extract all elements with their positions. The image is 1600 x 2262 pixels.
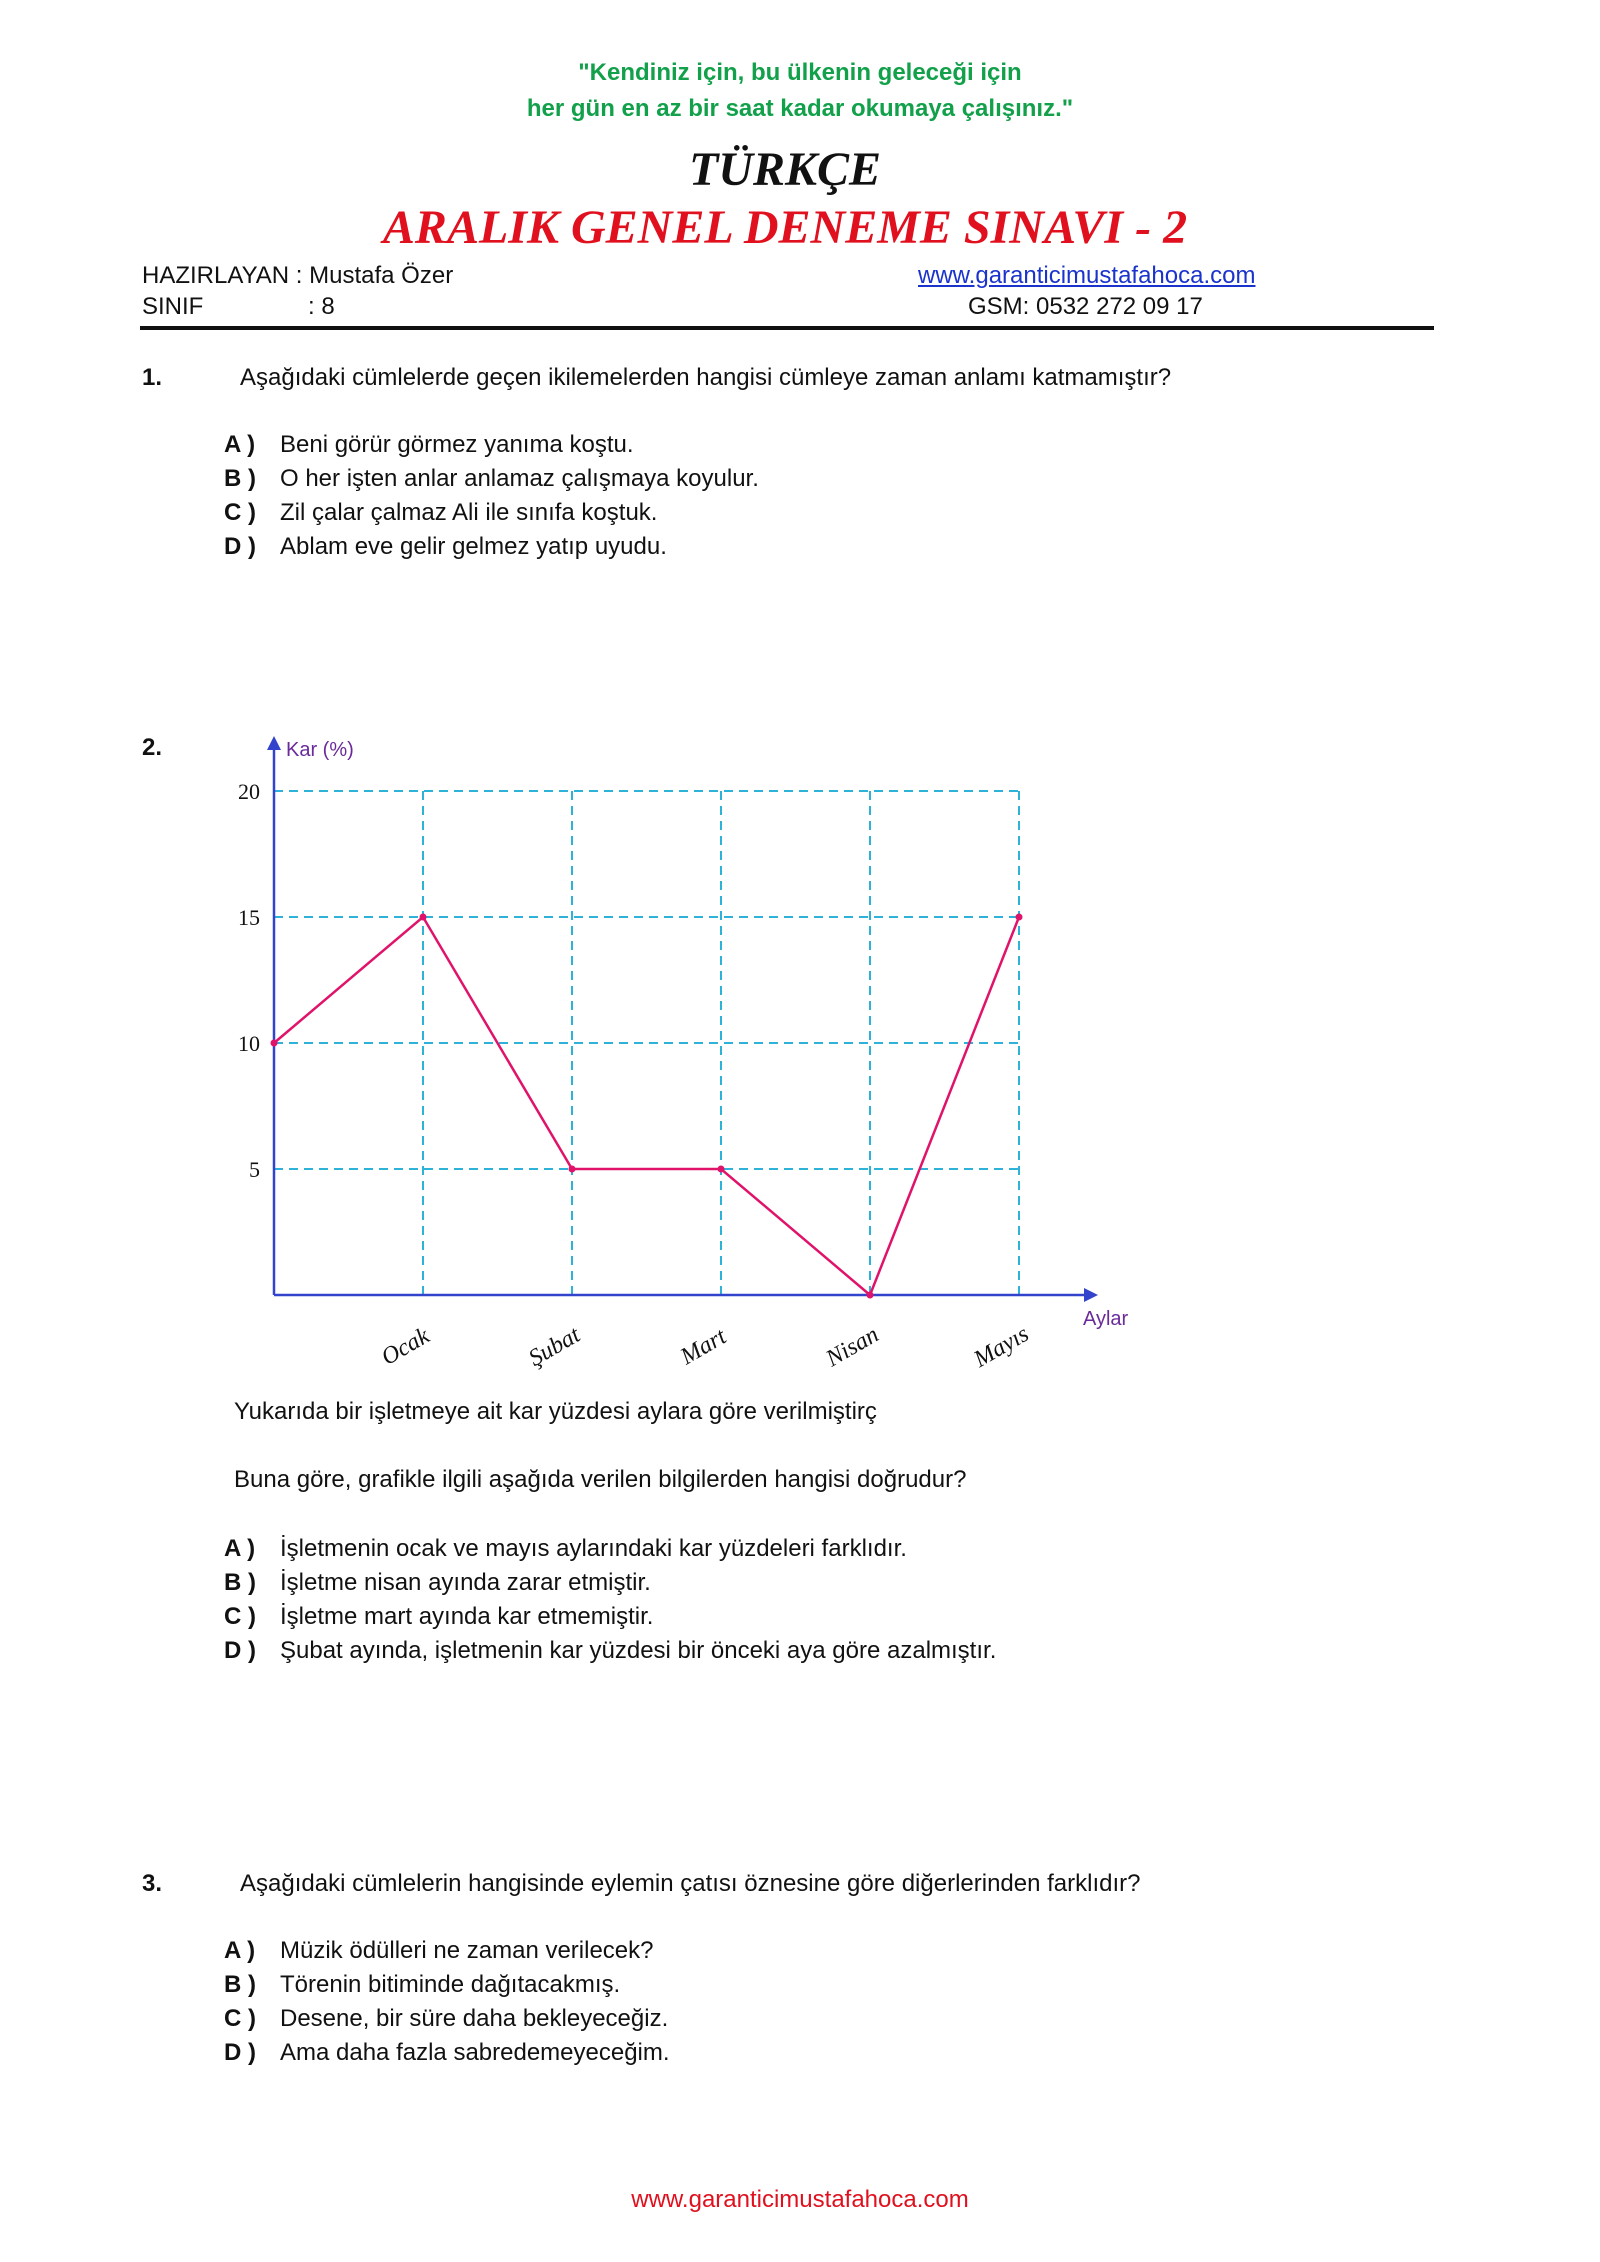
y-tick-label-5: 5 [249, 1157, 260, 1182]
class-label: SINIF [142, 293, 204, 320]
question-3-text: Aşağıdaki cümlelerin hangisinde eylemin çatısı öznesine göre diğerlerinden farklıdır? [240, 1870, 1141, 1897]
y-tick-label-15: 15 [238, 905, 260, 930]
gsm-number: GSM: 0532 272 09 17 [968, 293, 1203, 320]
data-point-1 [420, 914, 427, 921]
x-tick-label-ocak: Ocak [377, 1323, 434, 1371]
option-c[interactable]: C ) Zil çalar çalmaz Ali ile sınıfa koştuk. [224, 499, 658, 526]
x-axis-arrow [1084, 1288, 1098, 1302]
data-point-3 [718, 1166, 725, 1173]
y-axis-title: Kar (%) [286, 739, 354, 761]
y-axis-arrow [267, 736, 281, 750]
x-tick-label-mart: Mart [676, 1323, 731, 1371]
y-tick-label-10: 10 [238, 1031, 260, 1056]
profit-series-line [274, 917, 1019, 1295]
motto-line-2: her gün en az bir saat kadar okumaya çalışınız." [526, 95, 1074, 122]
question-2-number: 2. [142, 734, 163, 761]
data-point-2 [569, 1166, 576, 1173]
option-b[interactable]: B ) İşletme nisan ayında zarar etmiştir. [224, 1569, 651, 1596]
option-c[interactable]: C ) Desene, bir süre daha bekleyeceğiz. [224, 2005, 669, 2032]
question-2-text-1: Yukarıda bir işletmeye ait kar yüzdesi aylara göre verilmiştirç [234, 1398, 877, 1425]
x-tick-label-şubat: Şubat [524, 1322, 585, 1372]
data-point-0 [271, 1040, 278, 1047]
question-1-text: Aşağıdaki cümlelerde geçen ikilemelerden hangisi cümleye zaman anlamı katmamıştır? [240, 364, 1172, 391]
y-tick-label-20: 20 [238, 779, 260, 804]
option-b[interactable]: B ) Törenin bitiminde dağıtacakmış. [224, 1971, 621, 1998]
class-value: : 8 [308, 293, 335, 320]
option-a[interactable]: A ) Müzik ödülleri ne zaman verilecek? [224, 1937, 654, 1964]
website-link[interactable]: www.garanticimustafahoca.com [918, 262, 1256, 289]
exam-title: ARALIK GENEL DENEME SINAVI - 2 [382, 201, 1188, 254]
subject-title: TÜRKÇE [688, 143, 882, 196]
question-3-number: 3. [142, 1870, 163, 1897]
option-d[interactable]: D ) Ablam eve gelir gelmez yatıp uyudu. [224, 533, 667, 560]
question-1-number: 1. [142, 364, 163, 391]
footer-website[interactable]: www.garanticimustafahoca.com [631, 2186, 969, 2213]
motto-line-1: "Kendiniz için, bu ülkenin geleceği için [578, 59, 1022, 86]
x-axis-title: Aylar [1083, 1308, 1129, 1330]
option-d[interactable]: D ) Şubat ayında, işletmenin kar yüzdesi bir önceki aya göre azalmıştır. [224, 1637, 997, 1664]
prepared-by: HAZIRLAYAN : Mustafa Özer [142, 262, 454, 289]
x-tick-label-mayıs: Mayıs [969, 1321, 1034, 1373]
data-point-4 [867, 1292, 874, 1299]
option-a[interactable]: A ) Beni görür görmez yanıma koştu. [224, 431, 634, 458]
question-2-text-2: Buna göre, grafikle ilgili aşağıda verilen bilgilerden hangisi doğrudur? [234, 1466, 967, 1493]
x-tick-label-nisan: Nisan [821, 1321, 884, 1373]
option-b[interactable]: B ) O her işten anlar anlamaz çalışmaya koyulur. [224, 465, 759, 492]
option-c[interactable]: C ) İşletme mart ayında kar etmemiştir. [224, 1603, 654, 1630]
option-a[interactable]: A ) İşletmenin ocak ve mayıs aylarındaki kar yüzdeleri farklıdır. [224, 1535, 907, 1562]
question-3-options [224, 1934, 670, 2070]
option-d[interactable]: D ) Ama daha fazla sabredemeyeceğim. [224, 2039, 670, 2066]
data-point-5 [1016, 914, 1023, 921]
question-2-options [224, 1532, 996, 1668]
